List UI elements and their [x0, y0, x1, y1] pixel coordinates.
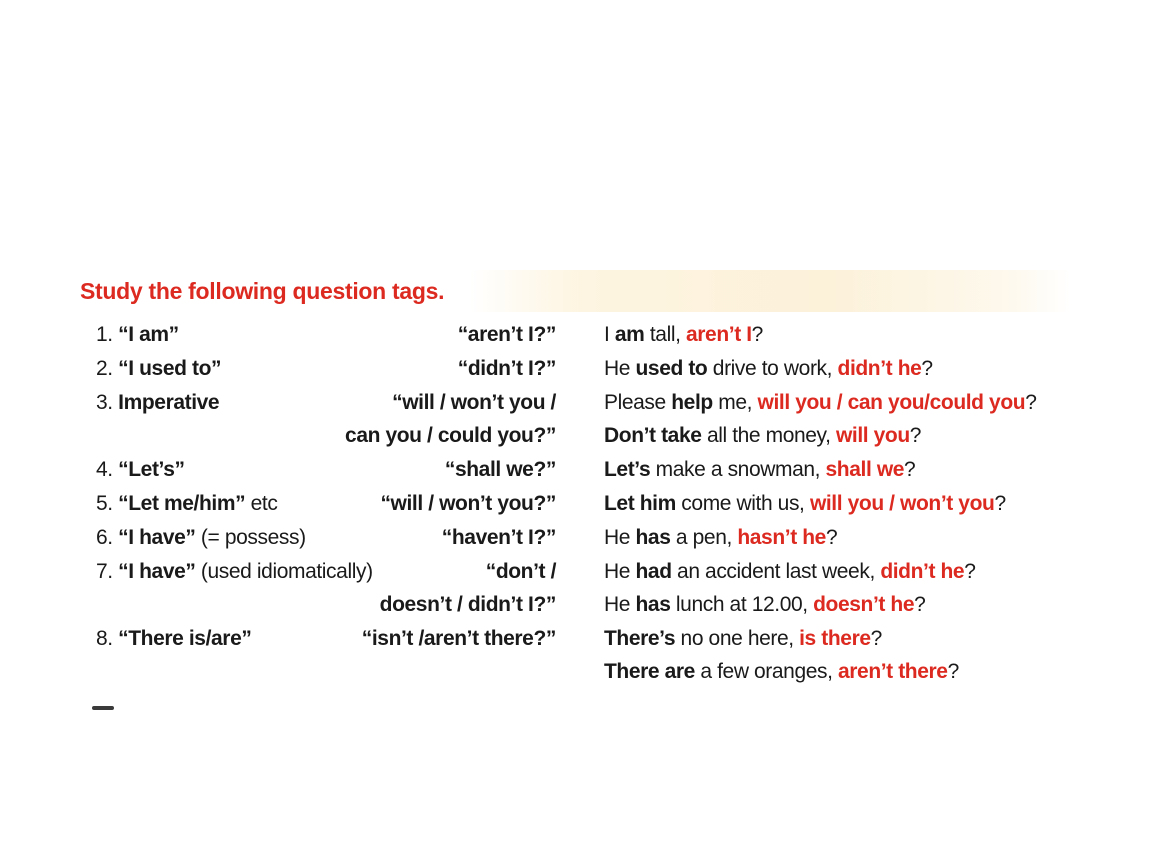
rule-keyword: “Let me/him”	[118, 492, 246, 515]
example-key: am	[614, 323, 645, 346]
example-text: me,	[712, 391, 758, 414]
rule-number: 4.	[96, 458, 113, 481]
rule-number: 1.	[96, 323, 113, 346]
tag-form: “aren’t I?”	[457, 323, 556, 346]
rule-keyword: “There is/are”	[118, 627, 252, 650]
example-tag: hasn’t he	[737, 526, 826, 549]
example-text: a few oranges,	[694, 660, 838, 683]
example-end: ?	[870, 627, 882, 650]
example-text: He	[604, 357, 636, 380]
rule-label	[96, 624, 251, 654]
example-sentence	[604, 354, 933, 384]
example-end: ?	[947, 660, 959, 683]
example-tag: didn’t he	[837, 357, 922, 380]
rule-number: 6.	[96, 526, 113, 549]
example-tag: aren’t I	[686, 323, 752, 346]
example-end: ?	[825, 526, 838, 549]
rule-keyword: “I have”	[118, 526, 196, 549]
tag-form: doesn’t / didn’t I?”	[379, 593, 556, 616]
tag-form: “isn’t /aren’t there?”	[361, 627, 556, 650]
example-text: lunch at 12.00,	[670, 593, 814, 616]
example-key: used to	[635, 357, 708, 380]
rule-label	[96, 320, 179, 350]
example-tag: will you / won’t you	[809, 492, 995, 515]
example-key: Let him	[604, 492, 676, 515]
example-sentence	[604, 557, 975, 587]
example-end: ?	[964, 560, 976, 583]
rule-keyword: Imperative	[118, 391, 220, 414]
example-text: drive to work,	[707, 357, 838, 380]
example-sentence	[604, 455, 915, 485]
rule-label	[96, 388, 219, 418]
example-sentence	[604, 590, 925, 620]
example-end: ?	[751, 323, 763, 346]
rule-number: 5.	[96, 492, 113, 515]
section-heading: Study the following question tags.	[80, 278, 445, 304]
example-sentence	[604, 421, 921, 451]
tag-form: “will / won’t you /	[392, 391, 556, 414]
example-tag: shall we	[825, 458, 905, 481]
example-text: make a snowman,	[650, 458, 826, 481]
example-tag: didn’t he	[880, 560, 965, 583]
example-key: had	[635, 560, 672, 583]
rule-note: etc	[245, 492, 278, 515]
example-text: no one here,	[675, 627, 800, 650]
example-sentence	[604, 489, 1006, 519]
example-end: ?	[1025, 391, 1037, 414]
example-text: come with us,	[675, 492, 810, 515]
example-end: ?	[909, 424, 922, 447]
example-tag: will you	[835, 424, 910, 447]
example-end: ?	[904, 458, 916, 481]
rule-label	[96, 557, 373, 587]
rule-number: 7.	[96, 560, 113, 583]
example-key: Let’s	[604, 458, 651, 481]
example-text: I	[604, 323, 615, 346]
example-tag: will you / can you/could you	[757, 391, 1026, 414]
tag-form: “don’t /	[485, 560, 556, 583]
rule-keyword: “I used to”	[118, 357, 222, 380]
rule-label	[96, 354, 221, 384]
rule-keyword: “Let’s”	[118, 458, 185, 481]
rule-keyword: “I have”	[118, 560, 196, 583]
example-text: He	[604, 560, 636, 583]
page-mark	[92, 706, 114, 710]
tag-form: “will / won’t you?”	[380, 492, 556, 515]
rule-note: (used idiomatically)	[195, 560, 373, 583]
rule-keyword: “I am”	[118, 323, 179, 346]
example-text: all the money,	[701, 424, 836, 447]
example-text: an accident last week,	[671, 560, 881, 583]
example-sentence	[604, 523, 837, 553]
tag-form: “didn’t I?”	[457, 357, 556, 380]
example-key: There are	[604, 660, 695, 683]
example-text: Please	[604, 391, 672, 414]
example-end: ?	[914, 593, 926, 616]
example-sentence	[604, 320, 763, 350]
example-sentence	[604, 624, 882, 654]
example-sentence	[604, 388, 1036, 418]
example-key: Don’t take	[604, 424, 702, 447]
example-tag: doesn’t he	[813, 593, 915, 616]
example-key: help	[671, 391, 713, 414]
rule-number: 8.	[96, 627, 113, 650]
rule-label	[96, 523, 306, 553]
example-end: ?	[921, 357, 933, 380]
example-text: tall,	[644, 323, 686, 346]
rule-number: 2.	[96, 357, 113, 380]
rule-note: (= possess)	[195, 526, 306, 549]
rule-number: 3.	[96, 391, 113, 414]
rule-label	[96, 489, 277, 519]
example-text: a pen,	[670, 526, 738, 549]
highlight-band	[470, 270, 1070, 312]
example-end: ?	[994, 492, 1006, 515]
example-text: He	[604, 526, 636, 549]
tag-form: “shall we?”	[444, 458, 556, 481]
example-sentence	[604, 657, 959, 687]
example-key: has	[635, 526, 671, 549]
example-tag: aren’t there	[837, 660, 948, 683]
tag-form: can you / could you?”	[345, 424, 556, 447]
rule-label	[96, 455, 185, 485]
example-key: has	[635, 593, 671, 616]
example-tag: is there	[799, 627, 871, 650]
example-text: He	[604, 593, 636, 616]
example-key: There’s	[604, 627, 676, 650]
tag-form: “haven’t I?”	[441, 526, 556, 549]
